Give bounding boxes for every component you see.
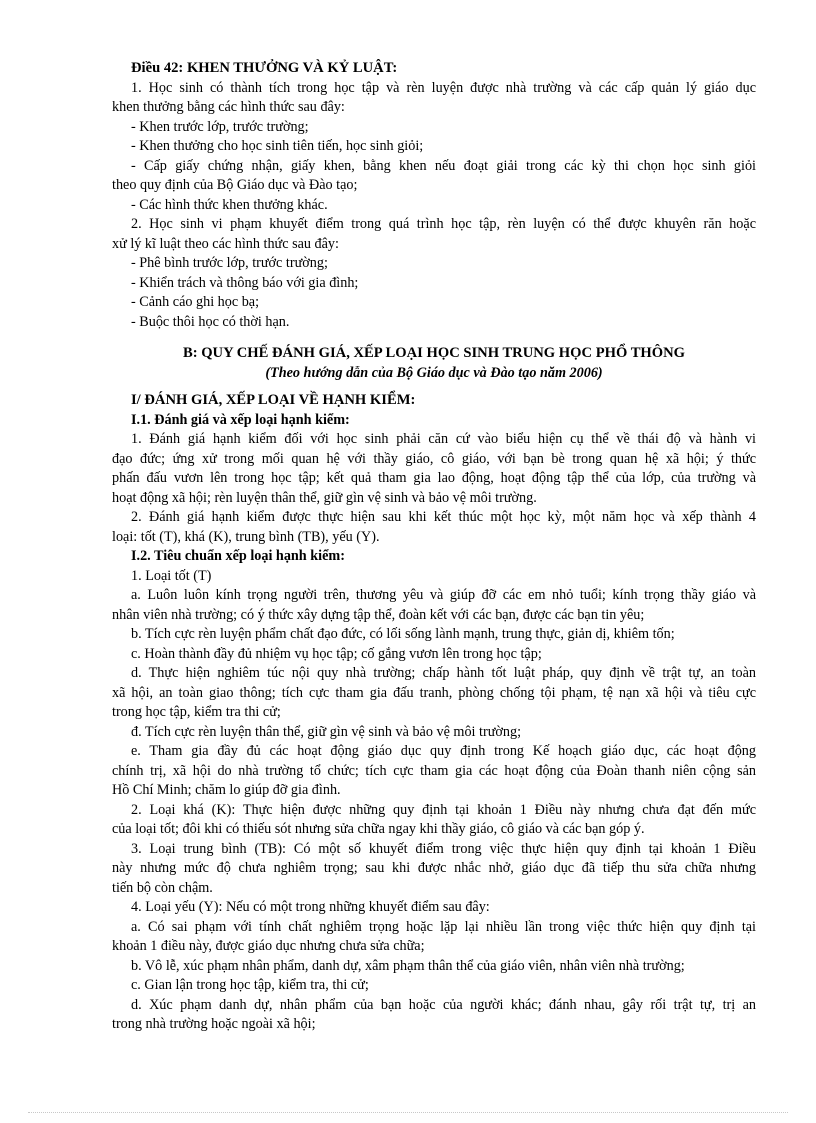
list-item: - Khen thưởng cho học sinh tiên tiến, học sinh giỏi; (131, 138, 424, 154)
paragraph-line: tiến bộ còn chậm. (112, 879, 213, 896)
paragraph-line: Hồ Chí Minh; chăm lo giúp đỡ gia đình. (112, 782, 341, 798)
paragraph-line: khoản 1 điều này, được giáo dục nhưng chưa sửa chữa; (112, 938, 425, 954)
paragraph-line: phấn đấu vươn lên trong học tập; kết quả tham gia lao động, hoạt động tập thể của lớp, của trường và (112, 470, 756, 486)
section-b-subtitle: (Theo hướng dẫn của Bộ Giáo dục và Đào tạo năm 2006) (265, 364, 603, 381)
paragraph-line: 1. Đánh giá hạnh kiểm đối với học sinh phải căn cứ vào biểu hiện cụ thể về thái độ và hành vi (131, 431, 756, 447)
paragraph-line: c. Gian lận trong học tập, kiểm tra, thi cử; (131, 977, 369, 993)
paragraph-line: xã hội, an toàn giao thông; tích cực tham gia đấu tranh, phòng chống tội phạm, tệ nạn xã hội và tiêu cực (112, 684, 756, 701)
section-b-title: B: QUY CHẾ ĐÁNH GIÁ, XẾP LOẠI HỌC SINH TRUNG HỌC PHỔ THÔNG (182, 345, 686, 361)
paragraph-line: d. Xúc phạm danh dự, nhân phẩm của bạn hoặc của người khác; đánh nhau, gây rối trật tự, trị an (131, 996, 756, 1013)
paragraph-line: b. Vô lễ, xúc phạm nhân phẩm, danh dự, xâm phạm thân thể của giáo viên, nhân viên nhà trường; (131, 957, 685, 974)
list-item: - Khen trước lớp, trước trường; (131, 118, 309, 135)
paragraph-line: khen thưởng bằng các hình thức sau đây: (112, 99, 345, 115)
paragraph-line: trong nhà trường hoặc ngoài xã hội; (112, 1016, 316, 1032)
paragraph-line: này nhưng mức độ chưa nghiêm trọng; sau khi được nhắc nhở, giáo dục đã tiếp thu sửa chữa nhưng (112, 860, 756, 876)
section-i1-title: I.1. Đánh giá và xếp loại hạnh kiểm: (131, 411, 350, 428)
section-i2-title: I.2. Tiêu chuẩn xếp loại hạnh kiểm: (131, 548, 345, 564)
paragraph-line: a. Có sai phạm với tính chất nghiêm trọng hoặc lặp lại nhiều lần trong việc thức hiện quy định tại (131, 918, 756, 935)
paragraph-line: chính trị, xã hội do nhà trường tổ chức; tích cực tham gia các hoạt động của Đoàn thanh niên cộng sản (112, 762, 756, 779)
paragraph-line: d. Thực hiện nghiêm túc nội quy nhà trường; chấp hành tốt luật pháp, quy định về trật tự, an toàn (131, 665, 756, 681)
paragraph-line: trong học tập, kiểm tra thi cử; (112, 704, 281, 720)
paragraph-line: e. Tham gia đầy đủ các hoạt động giáo dục quy định trong Kế hoạch giáo dục, các hoạt động (131, 743, 756, 759)
list-item: - Khiển trách và thông báo với gia đình; (131, 274, 359, 291)
document-page (112, 59, 756, 1035)
list-item: - Các hình thức khen thưởng khác. (131, 196, 328, 213)
paragraph-line: 2. Học sinh vi phạm khuyết điểm trong quá trình học tập, rèn luyện có thể được khuyên răn hoặc (131, 216, 756, 232)
paragraph-line: 2. Đánh giá hạnh kiểm được thực hiện sau khi kết thúc một học kỳ, một năm học và xếp thành 4 (131, 509, 756, 525)
paragraph-line: nhân viên nhà trường; có ý thức xây dựng tập thể, đoàn kết với các bạn, được các bạn tin yêu; (112, 606, 645, 623)
list-item: - Phê bình trước lớp, trước trường; (131, 255, 328, 271)
paragraph-line: c. Hoàn thành đầy đủ nhiệm vụ học tập; cố gắng vươn lên trong học tập; (131, 645, 542, 662)
list-item: - Cảnh cáo ghi học bạ; (131, 294, 260, 310)
paragraph-line: hoạt động xã hội; rèn luyện thân thể, giữ gìn vệ sinh và bảo vệ môi trường. (112, 489, 537, 506)
paragraph-line: xử lý kĩ luật theo các hình thức sau đây: (112, 235, 339, 252)
paragraph-line: theo quy định của Bộ Giáo dục và Đào tạo; (112, 177, 358, 193)
paragraph-line: a. Luôn luôn kính trọng người trên, thương yêu và giúp đỡ các em nhỏ tuổi; kính trọng thầy giáo và (131, 587, 756, 603)
paragraph-line: 1. Học sinh có thành tích trong học tập và rèn luyện được nhà trường và các cấp quản lý giáo dục (131, 79, 756, 96)
paragraph-line: 3. Loại trung bình (TB): Có một số khuyết điểm trong việc thực hiện quy định tại khoản 1 Điều (131, 840, 756, 857)
item-heading: 4. Loại yếu (Y): Nếu có một trong những khuyết điểm sau đây: (131, 899, 490, 915)
part-i-title: I/ ĐÁNH GIÁ, XẾP LOẠI VỀ HẠNH KIỂM: (131, 392, 416, 408)
item-heading: 1. Loại tốt (T) (131, 567, 212, 584)
list-item: - Cấp giấy chứng nhận, giấy khen, bằng khen nếu đoạt giải trong các kỳ thi chọn học sinh giỏi (131, 157, 756, 174)
paragraph-line: b. Tích cực rèn luyện phẩm chất đạo đức, có lối sống lành mạnh, trung thực, giản dị, khiêm tốn; (131, 626, 675, 642)
list-item: - Buộc thôi học có thời hạn. (131, 313, 290, 330)
article-42-title: Điều 42: KHEN THƯỞNG VÀ KỶ LUẬT: (131, 60, 398, 76)
page-bottom-divider (28, 1112, 788, 1113)
paragraph-line: 2. Loại khá (K): Thực hiện được những quy định tại khoản 1 Điều này nhưng chưa đạt đến mức (131, 801, 756, 818)
paragraph-line: loại: tốt (T), khá (K), trung bình (TB), yếu (Y). (112, 528, 380, 545)
paragraph-line: đ. Tích cực rèn luyện thân thể, giữ gìn vệ sinh và bảo vệ môi trường; (131, 723, 522, 740)
paragraph-line: đạo đức; ứng xử trong mối quan hệ với thầy giáo, cô giáo, với bạn bè trong quan hệ xã hội; ý thức (112, 450, 756, 467)
paragraph-line: của loại tốt; đôi khi có thiếu sót nhưng sửa chữa ngay khi thầy giáo, cô giáo và các bạn góp ý. (112, 821, 645, 837)
